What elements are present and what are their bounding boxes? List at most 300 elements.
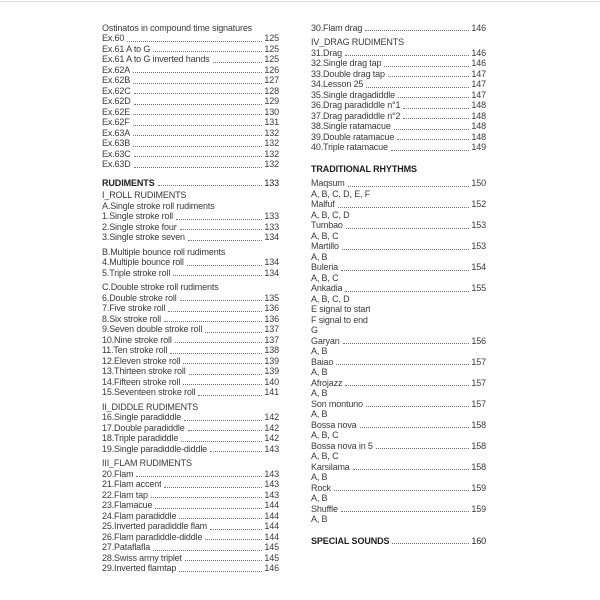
toc-line xyxy=(311,472,486,483)
toc-entry-label: Buleria xyxy=(311,262,338,272)
toc-page-number: 127 xyxy=(264,75,279,85)
toc-entry-label: 24.Flam paradiddle xyxy=(102,510,177,521)
toc-entry-label: 36.Drag paradiddle n°1 xyxy=(311,100,401,110)
toc-line xyxy=(311,388,486,399)
toc-page-number: 142 xyxy=(264,433,279,443)
toc-entry-label: 9.Seven double stroke roll xyxy=(102,324,203,334)
toc-page-number: 142 xyxy=(264,422,279,433)
toc-section-heading xyxy=(102,177,279,188)
dotted-leader xyxy=(343,343,470,344)
toc-page-number: 125 xyxy=(264,43,279,54)
toc-page-number: 143 xyxy=(264,443,279,454)
dotted-leader xyxy=(180,300,263,301)
toc-entry xyxy=(311,121,486,132)
dotted-leader xyxy=(210,529,262,530)
toc-entry xyxy=(311,199,486,210)
toc-entry-label: Ex.62D xyxy=(102,96,131,106)
toc-entry-label: 29.Inverted flamtap xyxy=(102,563,177,573)
toc-entry-label: 4.Multiple bounce roll xyxy=(102,257,184,267)
toc-entry-label: 3.Single stroke seven xyxy=(102,232,185,242)
toc-entry-label: B.Multiple bounce roll rudiments xyxy=(102,246,226,257)
toc-entry-label: 39.Double ratamacue xyxy=(311,131,395,142)
toc-entry xyxy=(102,563,279,574)
dotted-leader xyxy=(338,207,470,208)
toc-entry-label: 25.Inverted paradiddle flam xyxy=(102,521,208,531)
toc-entry-label: 40.Triple ratamacue xyxy=(311,142,388,152)
toc-page-number: 149 xyxy=(471,142,486,152)
toc-page-number: 139 xyxy=(264,355,279,366)
toc-entry xyxy=(311,22,486,33)
toc-entry-label: 32.Single drag tap xyxy=(311,58,382,68)
toc-entry-label: Ex.62A xyxy=(102,64,131,75)
toc-line xyxy=(102,246,279,257)
toc-line xyxy=(311,314,486,325)
toc-entry-label: Ex.60 xyxy=(102,33,125,43)
toc-entry xyxy=(311,440,486,451)
toc-entry xyxy=(102,500,279,511)
dotted-leader xyxy=(127,41,262,42)
toc-entry-label: 13.Thirteen stroke roll xyxy=(102,366,186,376)
toc-entry-label: Ex.61 A to G xyxy=(102,43,151,54)
toc-entry xyxy=(102,479,279,490)
dotted-leader xyxy=(388,76,470,77)
toc-entry-label: Ankadia xyxy=(311,283,343,293)
toc-entry-label: Ex.61 A to G inverted hands xyxy=(102,54,210,64)
toc-entry xyxy=(102,366,279,377)
dotted-leader xyxy=(394,129,470,130)
toc-page-number: 131 xyxy=(264,117,279,127)
toc-page-number: 125 xyxy=(264,33,279,43)
toc-entry xyxy=(102,433,279,444)
dotted-leader xyxy=(391,150,470,151)
toc-line xyxy=(102,22,279,33)
dotted-leader xyxy=(151,497,263,498)
toc-page-number: 138 xyxy=(264,345,279,355)
toc-entry-label: RUDIMENTS xyxy=(102,177,155,188)
dotted-leader xyxy=(179,571,262,572)
toc-page-number: 133 xyxy=(264,177,279,188)
toc-entry-label: 1.Single stroke roll xyxy=(102,211,174,221)
dotted-leader xyxy=(183,363,262,364)
toc-entry-label: A.Single stroke roll rudiments xyxy=(102,200,215,211)
dotted-leader xyxy=(153,51,262,52)
toc-entry xyxy=(311,58,486,69)
dotted-leader xyxy=(353,469,470,470)
toc-entry xyxy=(311,335,486,346)
toc-section-heading xyxy=(311,535,486,546)
toc-entry-label: A, B xyxy=(311,367,328,377)
toc-page-number: 158 xyxy=(471,461,486,472)
toc-entry xyxy=(102,443,279,454)
toc-entry xyxy=(102,267,279,278)
toc-line xyxy=(311,293,486,304)
toc-entry xyxy=(102,211,279,222)
toc-entry xyxy=(102,345,279,356)
toc-page-number: 156 xyxy=(471,335,486,346)
toc-entry xyxy=(102,232,279,243)
dotted-leader xyxy=(341,511,470,512)
toc-entry xyxy=(311,377,486,388)
dotted-leader xyxy=(366,406,470,407)
toc-entry-label: 22.Flam tap xyxy=(102,489,148,500)
toc-entry-label: Garyan xyxy=(311,335,340,346)
dotted-leader xyxy=(184,420,262,421)
toc-entry xyxy=(102,387,279,398)
toc-entry-label: C.Double stroke roll rudiments xyxy=(102,282,219,292)
toc-line xyxy=(102,458,279,469)
toc-entry-label: 38.Single ratamacue xyxy=(311,121,391,131)
toc-entry xyxy=(311,79,486,90)
toc-entry xyxy=(102,75,279,86)
toc-entry xyxy=(311,68,486,79)
toc-page-number: 158 xyxy=(471,419,486,430)
toc-entry-label: Maqsum xyxy=(311,178,345,188)
dotted-leader xyxy=(188,240,263,241)
toc-line xyxy=(311,367,486,378)
dotted-leader xyxy=(189,374,263,375)
toc-page-number: 146 xyxy=(471,22,486,33)
toc-entry-label: A, B, C xyxy=(311,430,339,440)
toc-entry-label: 18.Triple paradiddle xyxy=(102,433,179,443)
dotted-leader xyxy=(175,342,263,343)
toc-page-number: 129 xyxy=(264,96,279,106)
toc-entry-label: A, B, C xyxy=(311,230,339,241)
toc-entry-label: Ex.63B xyxy=(102,138,131,148)
toc-page-number: 143 xyxy=(264,489,279,500)
toc-line xyxy=(311,230,486,241)
toc-entry xyxy=(311,356,486,367)
dotted-leader xyxy=(345,385,469,386)
dotted-leader xyxy=(346,228,470,229)
toc-entry xyxy=(102,159,279,170)
toc-entry-label: Tumbao xyxy=(311,220,343,230)
toc-page-number: 144 xyxy=(264,500,279,510)
toc-entry xyxy=(102,54,279,65)
toc-entry xyxy=(311,262,486,273)
toc-page-number: 133 xyxy=(264,221,279,232)
dotted-leader xyxy=(155,508,262,509)
toc-entry-label: Bossa nova in 5 xyxy=(311,440,373,451)
page-top-edge xyxy=(0,1,600,2)
toc-entry-label: Ex.63A xyxy=(102,127,131,138)
dotted-leader xyxy=(213,62,263,63)
toc-column-left xyxy=(102,22,279,573)
toc-page-number: 146 xyxy=(264,563,279,573)
toc-entry-label: 37.Drag paradiddle n°2 xyxy=(311,110,401,121)
toc-entry xyxy=(102,422,279,433)
dotted-leader xyxy=(170,353,262,354)
toc-entry xyxy=(102,64,279,75)
dotted-leader xyxy=(133,83,262,84)
dotted-leader xyxy=(168,311,262,312)
toc-entry xyxy=(311,398,486,409)
dotted-leader xyxy=(180,229,263,230)
toc-entry xyxy=(311,482,486,493)
toc-line xyxy=(102,401,279,412)
toc-page-number: 128 xyxy=(264,85,279,96)
toc-entry xyxy=(102,96,279,107)
toc-page-number: 135 xyxy=(264,292,279,303)
toc-entry xyxy=(311,241,486,252)
toc-page-number: 159 xyxy=(471,503,486,514)
toc-page-number: 148 xyxy=(471,110,486,121)
dotted-leader xyxy=(336,364,469,365)
toc-line xyxy=(102,190,279,201)
toc-entry xyxy=(311,283,486,294)
toc-page-number: 146 xyxy=(471,47,486,58)
dotted-leader xyxy=(342,249,470,250)
toc-entry-label: Baiao xyxy=(311,356,334,367)
toc-page-number: 137 xyxy=(264,334,279,345)
toc-page-number: 148 xyxy=(471,131,486,142)
toc-line xyxy=(311,304,486,315)
toc-page-number: 132 xyxy=(264,148,279,159)
toc-entry-label: A, B xyxy=(311,251,328,262)
dotted-leader xyxy=(398,97,470,98)
dotted-leader xyxy=(334,490,470,491)
toc-entry-label: A, B xyxy=(311,388,328,398)
toc-entry-label: 28.Swiss army triplet xyxy=(102,552,182,563)
toc-line xyxy=(311,430,486,441)
toc-entry-label: 17.Double paradiddle xyxy=(102,422,185,433)
toc-entry-label: F signal to end xyxy=(311,314,368,325)
toc-entry xyxy=(102,138,279,149)
dotted-leader xyxy=(188,430,263,431)
toc-entry xyxy=(102,33,279,44)
toc-entry-label: IV_DRAG RUDIMENTS xyxy=(311,37,404,47)
toc-entry-label: 20.Flam xyxy=(102,468,134,479)
toc-line xyxy=(311,325,486,336)
dotted-leader xyxy=(173,275,262,276)
toc-entry xyxy=(311,110,486,121)
toc-page-number: 152 xyxy=(471,199,486,209)
toc-line xyxy=(311,209,486,220)
toc-entry xyxy=(102,324,279,335)
dotted-leader xyxy=(134,167,263,168)
toc-entry-label: A, B xyxy=(311,493,328,503)
toc-entry xyxy=(102,117,279,128)
dotted-leader xyxy=(133,125,263,126)
toc-page-number: 126 xyxy=(264,64,279,75)
toc-page-number: 132 xyxy=(264,127,279,138)
toc-entry-label: II_DIDDLE RUDIMENTS xyxy=(102,401,199,412)
toc-entry-label: 19.Single paradiddle-diddle xyxy=(102,443,208,454)
dotted-leader xyxy=(158,185,263,186)
toc-line xyxy=(311,409,486,420)
dotted-leader xyxy=(341,270,469,271)
dotted-leader xyxy=(133,135,262,136)
dotted-leader xyxy=(345,55,469,56)
toc-entry xyxy=(311,178,486,189)
dotted-leader xyxy=(133,72,262,73)
toc-page-number: 134 xyxy=(264,257,279,267)
toc-entry-label: A, B, C, D xyxy=(311,209,350,220)
toc-entry xyxy=(102,292,279,303)
toc-page-number: 153 xyxy=(471,241,486,251)
toc-entry xyxy=(102,257,279,268)
dotted-leader xyxy=(185,560,263,561)
toc-entry-label: Karsilama xyxy=(311,461,350,472)
toc-entry-label: 5.Triple stroke roll xyxy=(102,267,171,278)
toc-line xyxy=(311,346,486,357)
toc-entry-label: 2.Single stroke four xyxy=(102,221,177,232)
dotted-leader xyxy=(345,291,469,292)
toc-entry xyxy=(102,412,279,423)
dotted-leader xyxy=(187,265,263,266)
toc-page-number: 125 xyxy=(264,54,279,64)
dotted-leader xyxy=(133,146,262,147)
toc-entry xyxy=(102,355,279,366)
toc-page-number: 132 xyxy=(264,159,279,169)
dotted-leader xyxy=(360,427,470,428)
toc-entry-label: TRADITIONAL RHYTHMS xyxy=(311,163,417,174)
toc-entry-label: Ostinatos in compound time signatures xyxy=(102,22,253,33)
toc-entry-label: Ex.62F xyxy=(102,117,130,127)
toc-entry xyxy=(102,521,279,532)
toc-line xyxy=(311,493,486,504)
toc-entry xyxy=(311,142,486,153)
toc-page-number: 146 xyxy=(471,58,486,68)
toc-page-number: 157 xyxy=(471,398,486,409)
toc-entry xyxy=(102,148,279,159)
dotted-leader xyxy=(134,93,263,94)
toc-page-number: 143 xyxy=(264,479,279,489)
toc-entry-label: Ex.62E xyxy=(102,106,131,117)
toc-entry-label: Son montuno xyxy=(311,398,363,409)
toc-page-number: 136 xyxy=(264,313,279,324)
toc-line xyxy=(311,451,486,462)
dotted-leader xyxy=(210,451,262,452)
dotted-leader xyxy=(366,87,469,88)
toc-entry xyxy=(102,85,279,96)
toc-page-number: 147 xyxy=(471,79,486,89)
toc-entry-label: A, B xyxy=(311,514,328,524)
toc-page-number: 144 xyxy=(264,521,279,531)
toc-entry xyxy=(102,531,279,542)
toc-entry-label: Rock xyxy=(311,482,331,493)
dotted-leader xyxy=(153,550,262,551)
toc-entry-label: Ex.62B xyxy=(102,75,131,85)
toc-section-heading xyxy=(311,163,486,174)
toc-entry-label: Ex.63D xyxy=(102,159,131,169)
dotted-leader xyxy=(181,441,262,442)
toc-entry-label: Bossa nova xyxy=(311,419,357,430)
toc-line xyxy=(311,251,486,262)
dotted-leader xyxy=(365,30,469,31)
toc-entry-label: 8.Six stroke roll xyxy=(102,313,161,324)
toc-entry-label: 21.Flam accent xyxy=(102,479,162,489)
toc-entry xyxy=(311,89,486,100)
dotted-leader xyxy=(179,518,262,519)
toc-entry xyxy=(102,510,279,521)
toc-entry-label: 14.Fifteen stroke roll xyxy=(102,376,181,387)
toc-page-number: 148 xyxy=(471,121,486,131)
toc-entry-label: 33.Double drag tap xyxy=(311,68,385,79)
toc-page-number: 147 xyxy=(471,89,486,100)
toc-page-number: 157 xyxy=(471,356,486,367)
toc-page-number: 140 xyxy=(264,376,279,387)
toc-entry-label: G xyxy=(311,325,318,335)
toc-page-number: 144 xyxy=(264,510,279,521)
toc-line xyxy=(102,200,279,211)
toc-entry-label: 27.Pataflafla xyxy=(102,542,151,552)
toc-entry-label: A, B, C xyxy=(311,451,339,461)
dotted-leader xyxy=(134,156,263,157)
toc-page-number: 136 xyxy=(264,303,279,313)
toc-page-number: 134 xyxy=(264,232,279,242)
toc-page-number: 142 xyxy=(264,412,279,422)
toc-line xyxy=(311,272,486,283)
toc-entry-label: E signal to start xyxy=(311,304,371,314)
toc-entry-label: A, B xyxy=(311,409,328,419)
toc-entry-label: Shuffle xyxy=(311,503,338,514)
toc-entry xyxy=(102,542,279,553)
toc-page-number: 145 xyxy=(264,542,279,552)
toc-entry-label: 31.Drag xyxy=(311,47,342,58)
toc-entry-label: SPECIAL SOUNDS xyxy=(311,535,390,546)
dotted-leader xyxy=(348,186,470,187)
toc-entry xyxy=(311,503,486,514)
toc-entry xyxy=(102,334,279,345)
toc-entry-label: III_FLAM RUDIMENTS xyxy=(102,458,192,468)
toc-entry-label: 34.Lesson 25 xyxy=(311,79,364,89)
toc-page-number: 145 xyxy=(264,552,279,563)
toc-entry-label: 30.Flam drag xyxy=(311,22,363,33)
toc-entry-label: 10.Nine stroke roll xyxy=(102,334,172,345)
dotted-leader xyxy=(392,543,469,544)
dotted-leader xyxy=(133,114,262,115)
toc-entry xyxy=(311,419,486,430)
toc-entry xyxy=(102,43,279,54)
toc-entry-label: A, B, C xyxy=(311,272,339,283)
toc-page-number: 130 xyxy=(264,106,279,117)
toc-page-number: 157 xyxy=(471,377,486,388)
toc-entry-label: 12.Eleven stroke roll xyxy=(102,355,181,366)
toc-entry xyxy=(311,47,486,58)
toc-entry-label: Ex.62C xyxy=(102,85,131,96)
dotted-leader xyxy=(376,448,470,449)
toc-page-number: 144 xyxy=(264,531,279,542)
dotted-leader xyxy=(384,66,469,67)
toc-entry-label: 16.Single paradiddle xyxy=(102,412,182,422)
dotted-leader xyxy=(397,139,469,140)
toc-entry-label: Martillo xyxy=(311,241,339,251)
dotted-leader xyxy=(403,108,469,109)
toc-page-number: 160 xyxy=(471,535,486,546)
dotted-leader xyxy=(164,321,262,322)
toc-entry xyxy=(102,376,279,387)
toc-line xyxy=(311,188,486,199)
toc-entry xyxy=(311,220,486,231)
toc-page-number: 148 xyxy=(471,100,486,110)
toc-page-number: 137 xyxy=(264,324,279,334)
dotted-leader xyxy=(136,476,262,477)
toc-page-number: 139 xyxy=(264,366,279,376)
toc-entry xyxy=(102,468,279,479)
dotted-leader xyxy=(183,384,262,385)
toc-entry xyxy=(102,489,279,500)
toc-page-number: 134 xyxy=(264,267,279,278)
toc-entry xyxy=(311,131,486,142)
toc-entry-label: 15.Seventeen stroke roll xyxy=(102,387,196,397)
toc-page-number: 155 xyxy=(471,283,486,293)
toc-page-number: 141 xyxy=(264,387,279,397)
toc-entry-label: 23.Flamacue xyxy=(102,500,153,510)
toc-line xyxy=(311,514,486,525)
toc-entry-label: Afrojazz xyxy=(311,377,343,388)
dotted-leader xyxy=(134,104,263,105)
toc-entry xyxy=(102,221,279,232)
